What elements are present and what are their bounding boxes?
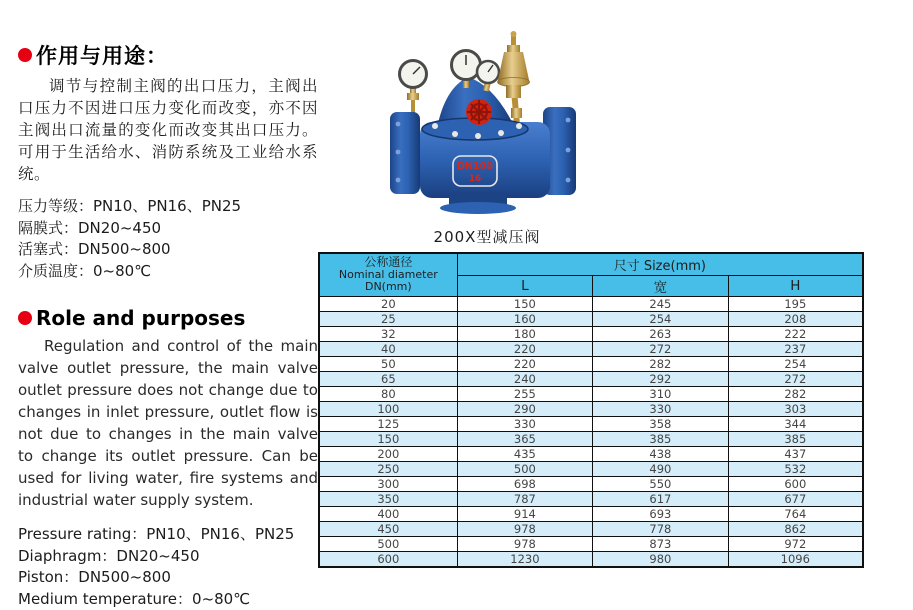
table-row [319,371,863,386]
table-row [319,326,863,341]
table-row [319,461,863,476]
cn-spec-list [18,196,318,282]
table-cell: 400 [319,506,457,521]
left-flange [390,112,420,194]
table-cell: 240 [457,371,592,386]
table-cell: 80 [319,386,457,401]
table-row [319,386,863,401]
table-cell: 20 [319,296,457,311]
table-cell: 972 [728,536,863,551]
size-table-head [319,253,863,296]
table-cell: 350 [319,491,457,506]
cn-spec-pressure-rating: 压力等级：PN10、PN16、PN25 [18,196,318,218]
table-row [319,551,863,567]
table-cell: 255 [457,386,592,401]
col-header-height: H [728,275,863,296]
table-cell: 365 [457,431,592,446]
table-cell: 764 [728,506,863,521]
table-cell: 290 [457,401,592,416]
table-cell: 500 [457,461,592,476]
table-cell: 272 [728,371,863,386]
table-cell: 50 [319,356,457,371]
table-row [319,416,863,431]
pilot-regulator [498,31,530,98]
table-cell: 1096 [728,551,863,567]
table-row [319,476,863,491]
en-spec-diaphragm: Diaphragm：DN20~450 [18,546,318,568]
table-cell: 160 [457,311,592,326]
table-cell: 358 [593,416,728,431]
table-cell: 778 [593,521,728,536]
table-cell: 180 [457,326,592,341]
en-spec-medium-temperature: Medium temperature：0~80℃ [18,589,318,610]
table-row [319,491,863,506]
table-cell: 150 [457,296,592,311]
table-cell: 532 [728,461,863,476]
table-cell: 862 [728,521,863,536]
handwheel [466,99,492,125]
table-cell: 303 [728,401,863,416]
table-cell: 282 [593,356,728,371]
table-cell: 292 [593,371,728,386]
table-cell: 150 [319,431,457,446]
table-row [319,341,863,356]
en-section-heading: Role and purposes [36,306,245,330]
table-cell: 978 [457,536,592,551]
table-cell: 282 [728,386,863,401]
cn-section-heading-row [18,40,318,70]
valve-body [420,77,550,214]
table-cell: 125 [319,416,457,431]
table-cell: 25 [319,311,457,326]
table-cell: 873 [593,536,728,551]
table-cell: 222 [728,326,863,341]
table-cell: 250 [319,461,457,476]
cn-spec-piston: 活塞式：DN500~800 [18,239,318,261]
cn-section-heading: 作用与用途： [36,40,168,70]
nameplate-dn-text: DN100 [457,161,493,172]
table-row [319,521,863,536]
table-cell: 385 [728,431,863,446]
table-cell: 600 [319,551,457,567]
table-cell: 272 [593,341,728,356]
col-header-nominal-diameter-en: Nominal diameter [320,269,457,282]
table-cell: 677 [728,491,863,506]
table-cell: 787 [457,491,592,506]
table-cell: 263 [593,326,728,341]
table-cell: 195 [728,296,863,311]
table-cell: 40 [319,341,457,356]
cn-spec-diaphragm: 隔膜式：DN20~450 [18,218,318,240]
table-cell: 600 [728,476,863,491]
table-cell: 490 [593,461,728,476]
table-cell: 254 [728,356,863,371]
red-bullet-icon [18,48,32,62]
table-row [319,401,863,416]
en-paragraph: Regulation and control of the main valve outlet pressure, the main valve outlet pressure does not change due to changes in inlet pressure, outlet flow is not due to changes in the main valve to change its outlet pressure. Can be used for living water, fire systems and industrial water supply system. [18,335,318,511]
valve-figure [383,30,591,247]
table-cell: 208 [728,311,863,326]
size-table [318,252,864,568]
cn-spec-medium-temperature: 介质温度：0~80℃ [18,261,318,283]
col-header-nominal-diameter-unit: DN(mm) [320,281,457,294]
table-cell: 1230 [457,551,592,567]
table-row [319,311,863,326]
table-cell: 500 [319,536,457,551]
table-cell: 344 [728,416,863,431]
en-section-heading-row [18,306,318,330]
left-text-column [18,40,318,610]
table-cell: 617 [593,491,728,506]
cn-paragraph: 调节与控制主阀的出口压力，主阀出口压力不因进口压力变化而改变，亦不因主阀出口流量的变化而改变其出口压力。可用于生活给水、消防系统及工业给水系统。 [18,75,318,185]
spacer [18,282,318,306]
nameplate-pn-text: 16 [469,174,482,184]
table-cell: 254 [593,311,728,326]
table-row [319,296,863,311]
table-cell: 435 [457,446,592,461]
table-row [319,431,863,446]
table-cell: 980 [593,551,728,567]
table-cell: 100 [319,401,457,416]
red-bullet-icon [18,311,32,325]
table-cell: 330 [457,416,592,431]
en-spec-pressure-rating: Pressure rating：PN10、PN16、PN25 [18,524,318,546]
table-row [319,506,863,521]
table-cell: 978 [457,521,592,536]
valve-caption: 200X型减压阀 [383,226,591,247]
size-table-body [319,296,863,567]
table-cell: 310 [593,386,728,401]
table-cell: 330 [593,401,728,416]
table-cell: 437 [728,446,863,461]
table-cell: 237 [728,341,863,356]
table-cell: 693 [593,506,728,521]
pressure-reducing-valve-photo [383,30,591,218]
col-header-nominal-diameter-cn: 公称通径 [320,256,457,269]
table-row [319,356,863,371]
table-cell: 65 [319,371,457,386]
en-spec-piston: Piston：DN500~800 [18,567,318,589]
table-cell: 245 [593,296,728,311]
table-cell: 200 [319,446,457,461]
table-cell: 550 [593,476,728,491]
table-cell: 698 [457,476,592,491]
table-cell: 450 [319,521,457,536]
col-header-nominal-diameter [319,253,457,296]
table-cell: 220 [457,341,592,356]
col-header-size: 尺寸 Size(mm) [457,253,863,275]
col-header-width: 宽 [593,275,728,296]
col-header-length: L [457,275,592,296]
pressure-gauge-left [400,61,427,101]
table-cell: 32 [319,326,457,341]
table-cell: 438 [593,446,728,461]
table-cell: 300 [319,476,457,491]
table-cell: 385 [593,431,728,446]
size-table-wrap [318,252,864,568]
en-spec-list [18,524,318,610]
table-cell: 220 [457,356,592,371]
table-row [319,446,863,461]
table-row [319,536,863,551]
table-cell: 914 [457,506,592,521]
